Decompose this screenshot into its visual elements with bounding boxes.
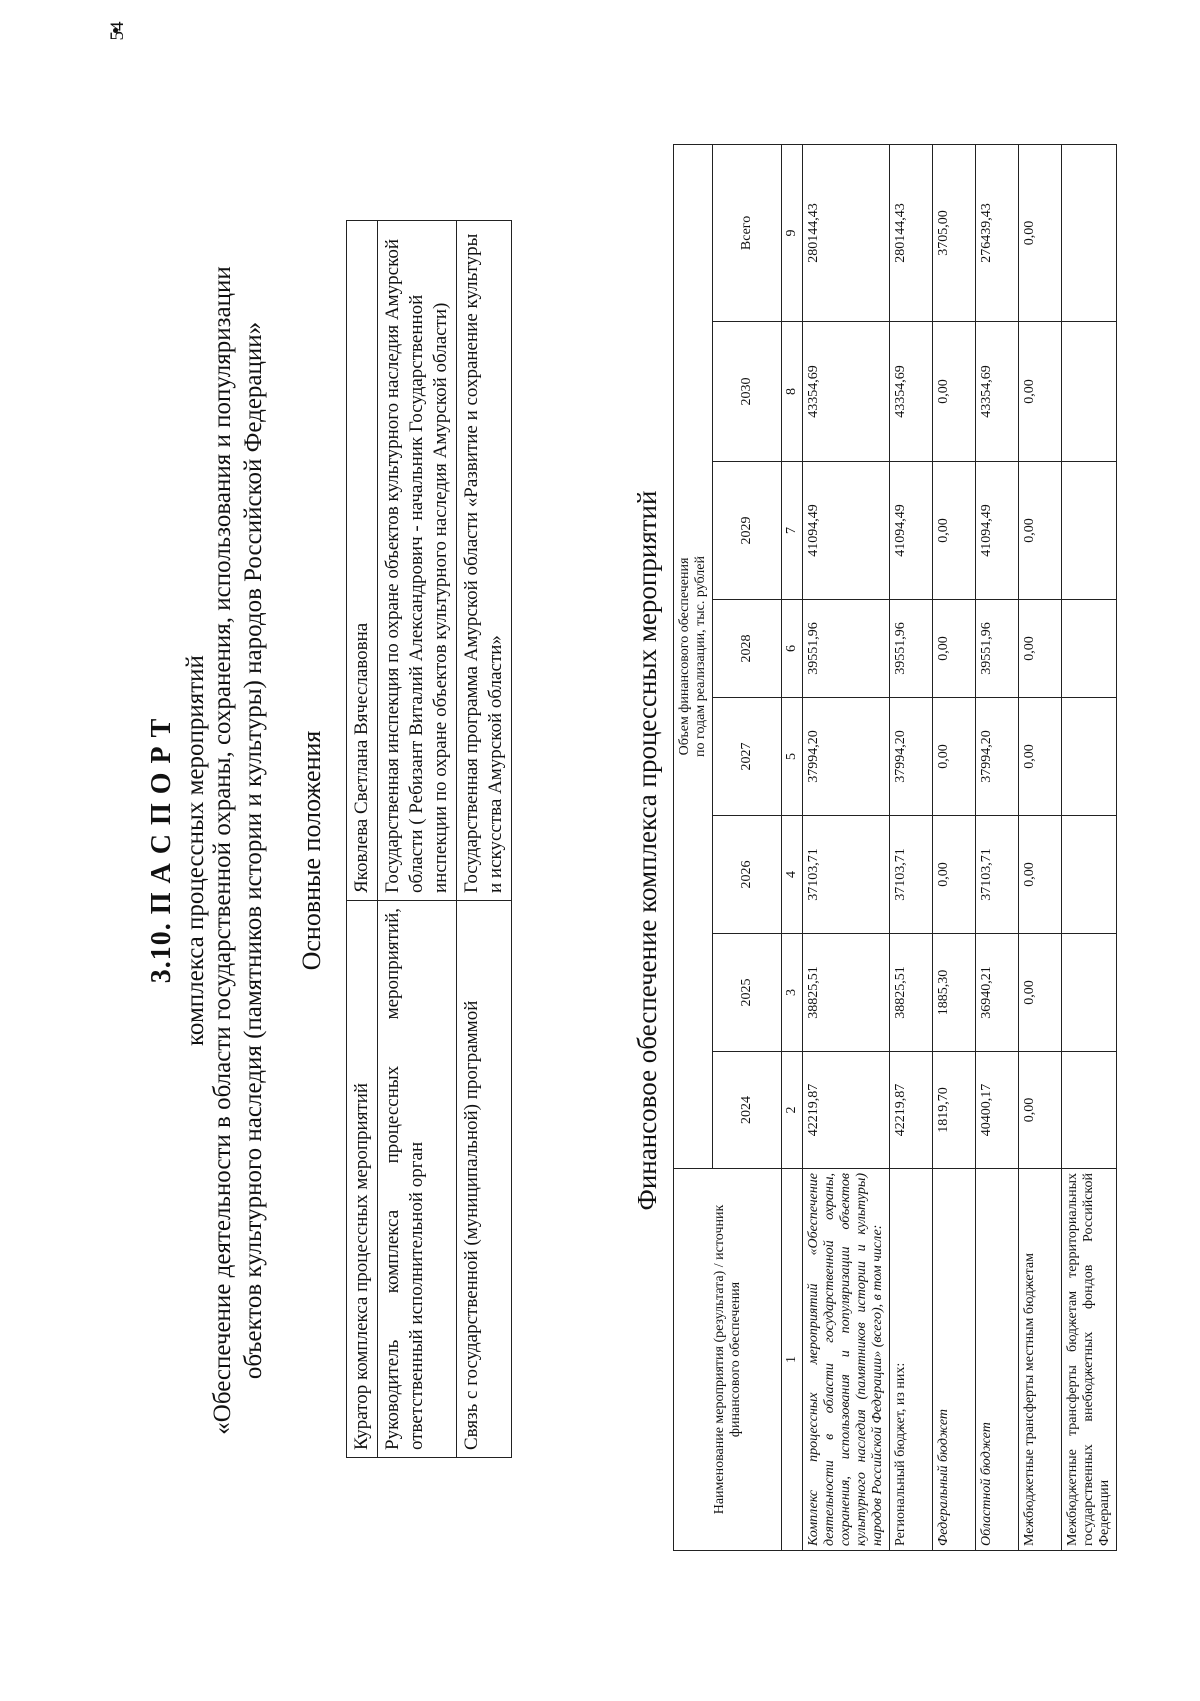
row-name: Федеральный бюджет bbox=[933, 1169, 976, 1551]
row-value: 41094,49 bbox=[803, 462, 890, 600]
row-value: 37994,20 bbox=[890, 698, 933, 816]
row-name: Региональный бюджет, из них: bbox=[890, 1169, 933, 1551]
row-value: 43354,69 bbox=[803, 322, 890, 462]
row-value: 40400,17 bbox=[976, 1052, 1019, 1169]
basic-value: Яковлева Светлана Вячеславовна bbox=[347, 221, 378, 901]
title-line-3: объектов культурного наследия (памятников истории и культуры) народов Российской Федерации» bbox=[240, 321, 267, 1380]
finance-header-row bbox=[674, 144, 713, 1550]
row-value: 0,00 bbox=[1019, 322, 1062, 462]
year-header: 2024 bbox=[713, 1052, 782, 1169]
basic-key: Куратор комплекса процессных мероприятий bbox=[347, 901, 378, 1458]
row-value: 0,00 bbox=[1019, 600, 1062, 698]
row-value bbox=[1062, 144, 1117, 321]
basic-heading: Основные положения bbox=[297, 730, 326, 971]
header-name: Наименование мероприятия (результата) / источник финансового обеспечения bbox=[674, 1169, 782, 1551]
year-header: 2029 bbox=[713, 462, 782, 600]
row-value: 0,00 bbox=[1019, 934, 1062, 1052]
row-value: 37103,71 bbox=[890, 816, 933, 934]
row-value: 280144,43 bbox=[803, 144, 890, 321]
basic-key: Связь с государственной (муниципальной) программой bbox=[457, 901, 512, 1458]
row-value: 1885,30 bbox=[933, 934, 976, 1052]
finance-heading: Финансовое обеспечение комплекса процессных мероприятий bbox=[632, 490, 662, 1211]
row-value: 37994,20 bbox=[803, 698, 890, 816]
column-number: 7 bbox=[782, 462, 803, 600]
row-value: 0,00 bbox=[933, 600, 976, 698]
finance-row bbox=[890, 144, 933, 1550]
passport-title: 3.10. П А С П О Р Т bbox=[146, 717, 177, 984]
row-value: 0,00 bbox=[933, 698, 976, 816]
row-value: 37994,20 bbox=[976, 698, 1019, 816]
row-value: 0,00 bbox=[933, 462, 976, 600]
finance-table bbox=[673, 144, 1117, 1551]
column-number: 5 bbox=[782, 698, 803, 816]
row-value: 41094,49 bbox=[976, 462, 1019, 600]
basic-table bbox=[346, 220, 512, 1458]
row-value: 0,00 bbox=[933, 322, 976, 462]
column-number: 2 bbox=[782, 1052, 803, 1169]
row-name: Областной бюджет bbox=[976, 1169, 1019, 1551]
row-value: 0,00 bbox=[1019, 816, 1062, 934]
row-value: 0,00 bbox=[1019, 698, 1062, 816]
basic-value: Государственная программа Амурской области «Развитие и сохранение культуры и искусства Амурской области» bbox=[457, 221, 512, 901]
row-value: 39551,96 bbox=[803, 600, 890, 698]
row-value: 0,00 bbox=[933, 816, 976, 934]
basic-row bbox=[378, 221, 457, 1458]
row-value bbox=[1062, 462, 1117, 600]
basic-value: Государственная инспекция по охране объектов культурного наследия Амурской области ( Ребизант Виталий Александрович - начальник Государственной инспекции по охране объектов культурного наследия Амурской области) bbox=[378, 221, 457, 901]
row-value bbox=[1062, 934, 1117, 1052]
row-value: 0,00 bbox=[1019, 462, 1062, 600]
basic-row bbox=[347, 221, 378, 1458]
year-header: 2026 bbox=[713, 816, 782, 934]
row-value: 43354,69 bbox=[976, 322, 1019, 462]
row-value: 36940,21 bbox=[976, 934, 1019, 1052]
header-volume-line2: по годам реализации, тыс. рублей bbox=[693, 556, 708, 757]
column-number: 9 bbox=[782, 144, 803, 321]
finance-row bbox=[1062, 144, 1117, 1550]
row-value bbox=[1062, 1052, 1117, 1169]
year-header: 2027 bbox=[713, 698, 782, 816]
basic-row bbox=[457, 221, 512, 1458]
column-number-row bbox=[782, 144, 803, 1550]
row-value: 37103,71 bbox=[976, 816, 1019, 934]
row-value: 37103,71 bbox=[803, 816, 890, 934]
row-value: 276439,43 bbox=[976, 144, 1019, 321]
row-value bbox=[1062, 600, 1117, 698]
row-value: 43354,69 bbox=[890, 322, 933, 462]
column-number: 8 bbox=[782, 322, 803, 462]
column-number: 6 bbox=[782, 600, 803, 698]
year-header: 2030 bbox=[713, 322, 782, 462]
row-value bbox=[1062, 816, 1117, 934]
column-number: 4 bbox=[782, 816, 803, 934]
title-line-2: «Обеспечение деятельности в области государственной охраны, сохранения, использования и популяризации bbox=[209, 266, 236, 1435]
finance-row bbox=[933, 144, 976, 1550]
row-value: 38825,51 bbox=[803, 934, 890, 1052]
row-value: 1819,70 bbox=[933, 1052, 976, 1169]
row-name: Межбюджетные трансферты бюджетам территориальных государственных внебюджетных фондов Российской Федерации bbox=[1062, 1169, 1117, 1551]
row-value: 0,00 bbox=[1019, 144, 1062, 321]
row-value: 39551,96 bbox=[976, 600, 1019, 698]
header-volume bbox=[674, 144, 713, 1168]
row-value: 42219,87 bbox=[803, 1052, 890, 1169]
basic-key: Руководитель комплекса процессных мероприятий, ответственный исполнительной орган bbox=[378, 901, 457, 1458]
title-line-1: комплекса процессных мероприятий bbox=[182, 655, 209, 1046]
year-header: Всего bbox=[713, 144, 782, 321]
row-value: 3705,00 bbox=[933, 144, 976, 321]
row-value: 42219,87 bbox=[890, 1052, 933, 1169]
row-value bbox=[1062, 322, 1117, 462]
row-value bbox=[1062, 698, 1117, 816]
finance-row bbox=[976, 144, 1019, 1550]
row-value: 38825,51 bbox=[890, 934, 933, 1052]
row-name: Межбюджетные трансферты местным бюджетам bbox=[1019, 1169, 1062, 1551]
row-name: Комплекс процессных мероприятий «Обеспечение деятельности в области государственной охраны, сохранения, использования и популяризации объектов культурного наследия (памятников истории и культуры) народов Российской Федерации» (всего), в том числе: bbox=[803, 1169, 890, 1551]
header-volume-line1: Объем финансового обеспечения bbox=[677, 557, 692, 756]
row-value: 41094,49 bbox=[890, 462, 933, 600]
row-value: 280144,43 bbox=[890, 144, 933, 321]
column-number: 1 bbox=[782, 1169, 803, 1551]
year-header: 2028 bbox=[713, 600, 782, 698]
row-value: 39551,96 bbox=[890, 600, 933, 698]
finance-row bbox=[1019, 144, 1062, 1550]
finance-row bbox=[803, 144, 890, 1550]
page-number: 54 bbox=[107, 21, 128, 41]
column-number: 3 bbox=[782, 934, 803, 1052]
year-header: 2025 bbox=[713, 934, 782, 1052]
row-value: 0,00 bbox=[1019, 1052, 1062, 1169]
